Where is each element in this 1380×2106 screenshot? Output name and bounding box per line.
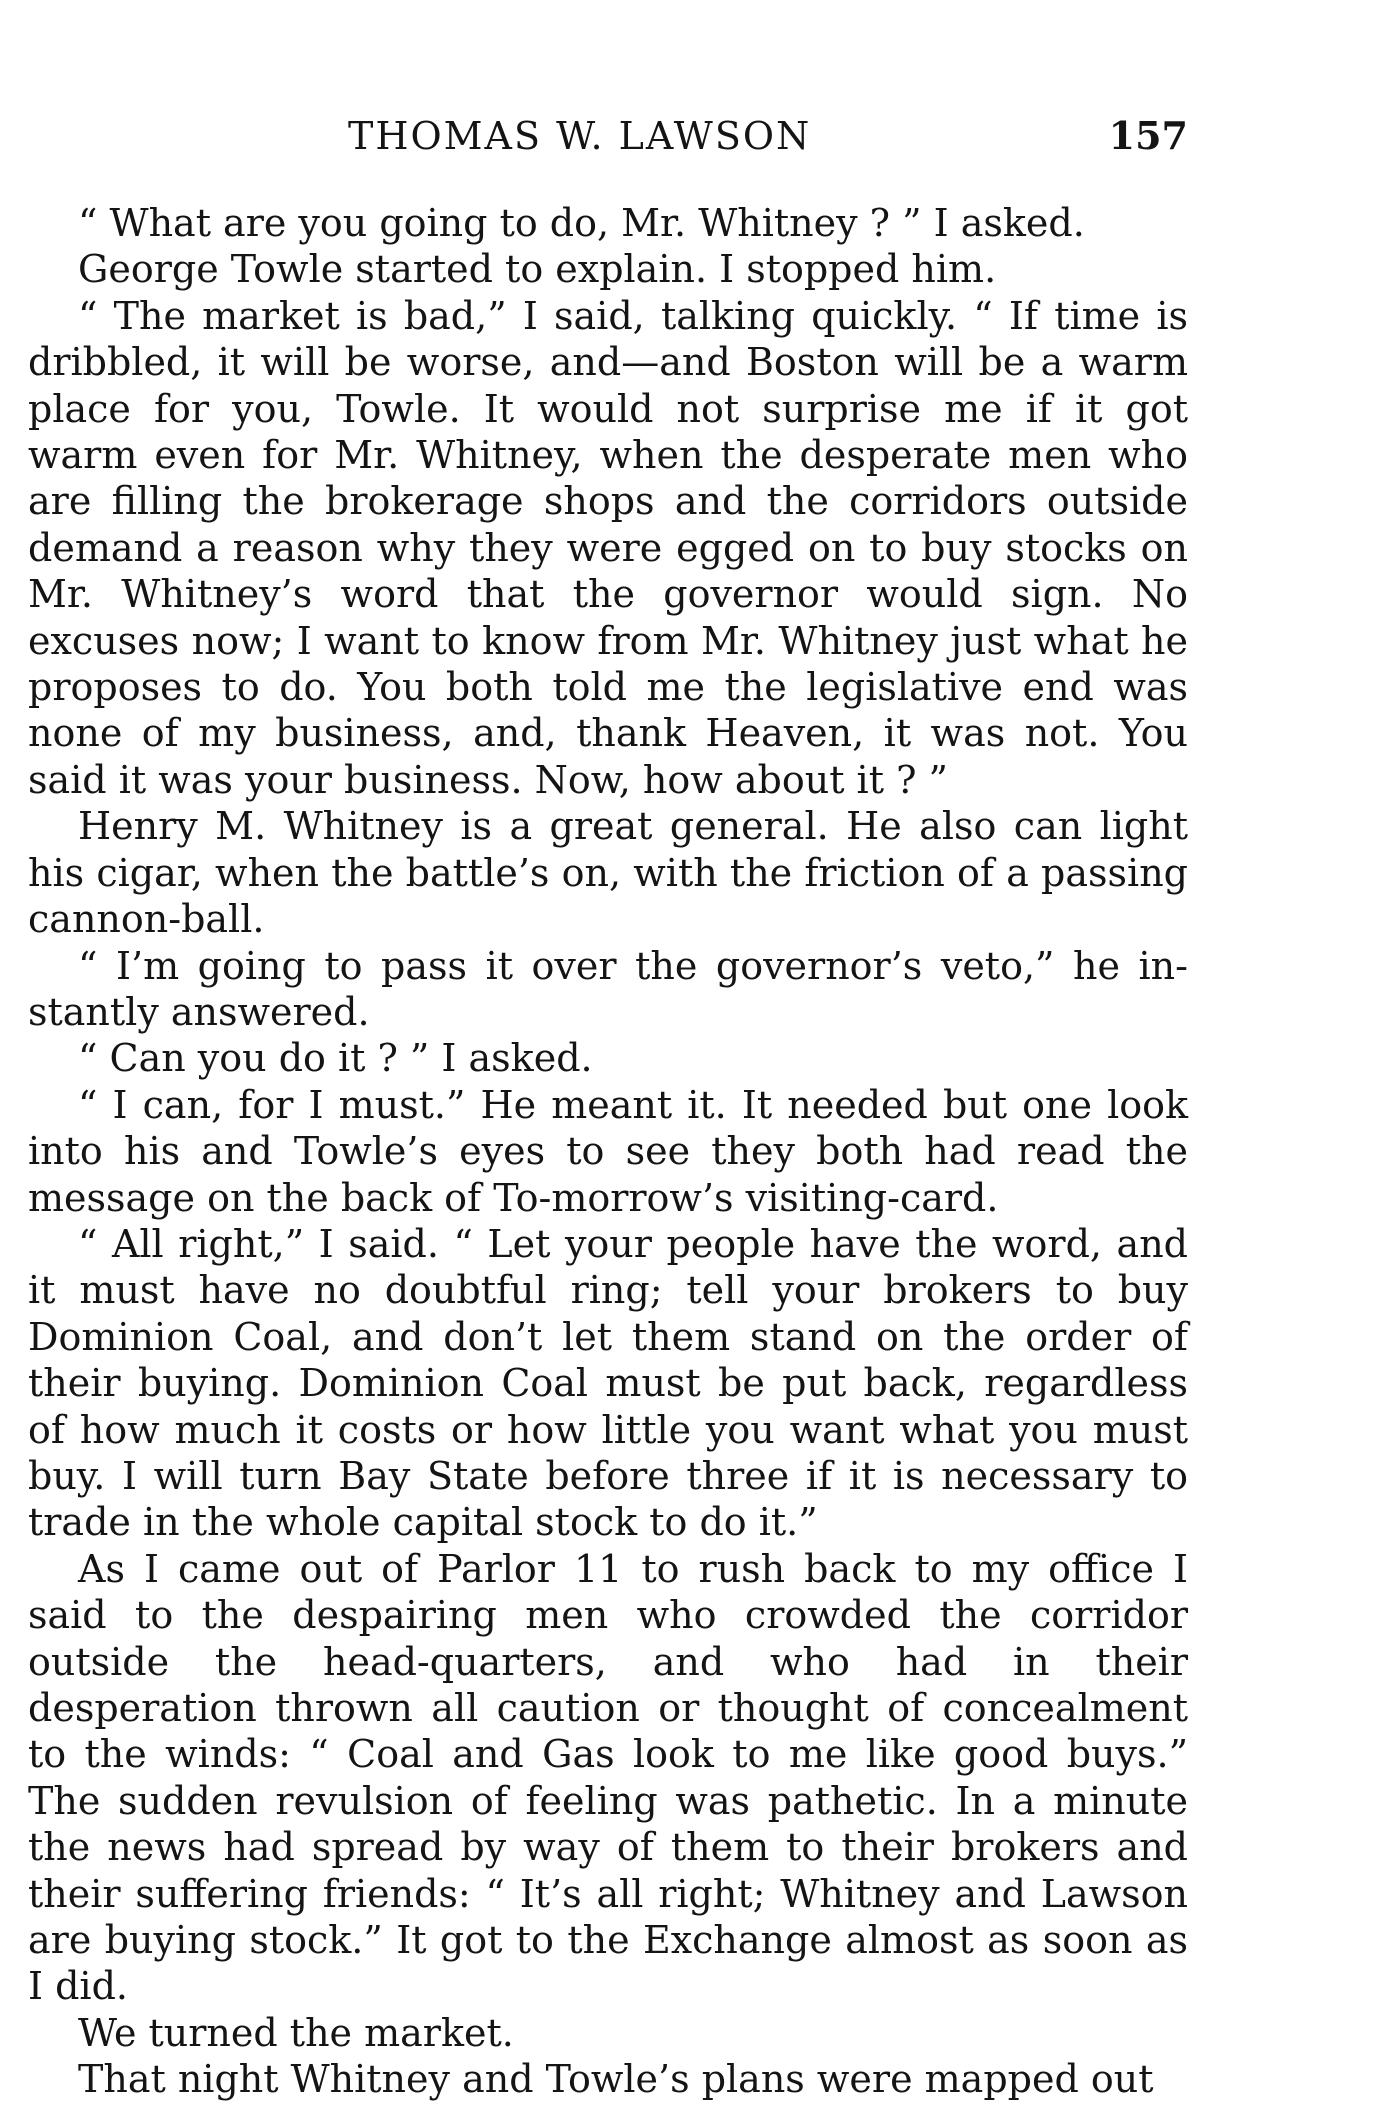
paragraph-towle-explain: George Towle started to explain. I stopped him. [78, 247, 997, 292]
paragraph-that-night: That night Whitney and Towle’s plans were mapped out [78, 2057, 1154, 2102]
running-head [28, 106, 1188, 166]
paragraph-governor-veto: “ I’m going to pass it over the governor’s veto,” he instantly answered. [28, 943, 1188, 1034]
running-title: THOMAS W. LAWSON [348, 114, 812, 158]
paragraph-i-must: “ I can, for I must.” He meant it. It needed but one look into his and Towle’s eyes to see they both had read the message on the back of To-morrow’s visiting-card. [28, 1082, 1188, 1220]
paragraph-all-right: “ All right,” I said. “ Let your people have the word, and it must have no doubtful ring; tell your brokers to buy Dominion Coal, and don’t let them stand on the order of their buying. Dominion Coal must be put back, regardless of how much it costs or how little you want what you must buy. I will turn Bay State before three if it is necessary to trade in the whole capital stock to do it.” [28, 1221, 1188, 1545]
paragraph-whitney-question: “ What are you going to do, Mr. Whitney ? ” I asked. [78, 201, 1085, 245]
page-number: 157 [1108, 113, 1188, 158]
paragraph-can-you: “ Can you do it ? ” I asked. [78, 1036, 593, 1081]
paragraph-parlor-11: As I came out of Parlor 11 to rush back to my office I said to the despairing men who crowded the corridor outside the head-quarters, and who had in their desperation thrown all caution or thought of concealment to the winds: “ Coal and Gas look to me like good buys.” The sudden revulsion of feeling was pathetic. In a minute the news had spread by way of them to their brokers and their suffering friends: “ It’s all right; Whitney and Lawson are buying stock.” It got to the Exchange almost as soon as I did. [28, 1546, 1188, 2009]
body-text [28, 200, 1188, 2103]
paragraph-great-general: Henry M. Whitney is a great general. He also can light his cigar, when the battle’s on, with the friction of a passing cannon-ball. [28, 804, 1188, 942]
paragraph-turned-market: We turned the market. [78, 2010, 514, 2055]
paragraph-market-bad: “ The market is bad,” I said, talking quickly. “ If time is dribbled, it will be worse, and—and Boston will be a warm place for you, Towle. It would not surprise me if it got warm even for Mr. Whitney, when the desperate men who are filling the brokerage shops and the corridors outside demand a reason why they were egged on to buy stocks on Mr. Whitney’s word that the governor would sign. No excuses now; I want to know from Mr. Whitney just what he proposes to do. You both told me the legislative end was none of my business, and, thank Heaven, it was not. You said it was your business. Now, how about it ? ” [28, 293, 1188, 802]
